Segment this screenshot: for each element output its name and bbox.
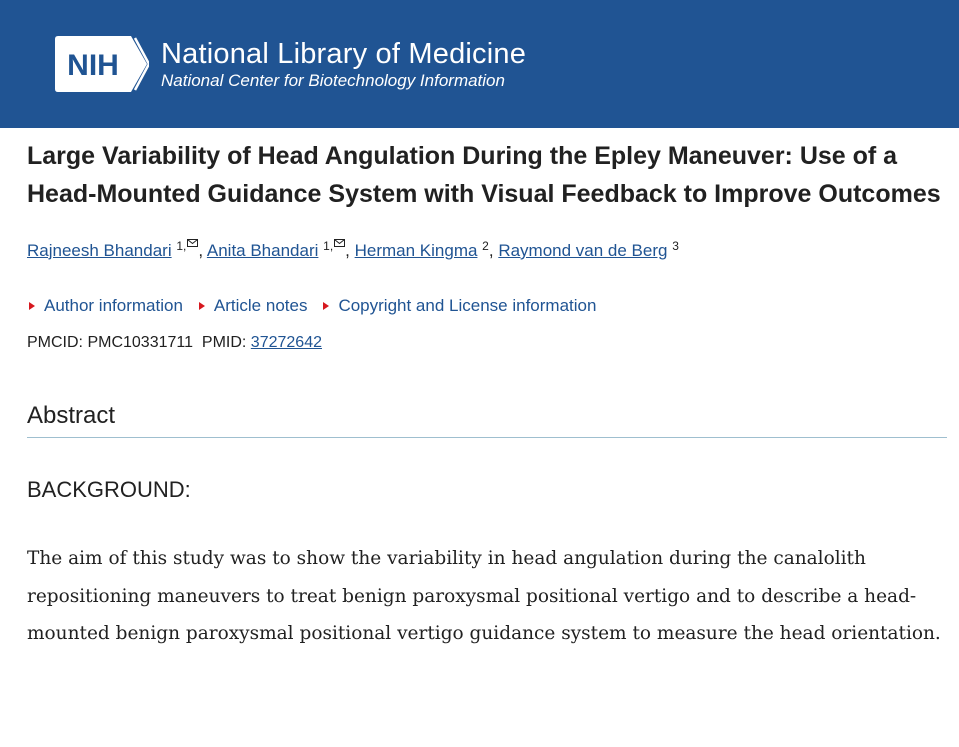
author-affiliation: 1,: [176, 239, 187, 253]
site-subtitle: National Center for Biotechnology Information: [161, 71, 505, 90]
triangle-right-icon: [199, 302, 205, 310]
author-affiliation: 1,: [323, 239, 334, 253]
author-link[interactable]: Anita Bhandari: [206, 241, 319, 260]
author-link[interactable]: Rajneesh Bhandari: [27, 241, 172, 260]
background-paragraph: The aim of this study was to show the variability in head angulation during the canalolith repositioning maneuvers to treat benign paroxysmal positional vertigo and to describe a head-mounted benign paroxysmal positional vertigo guidance system to measure the head orientation.: [27, 548, 941, 644]
nih-badge-icon: [55, 34, 149, 94]
pmid-label: PMID:: [201, 334, 247, 351]
triangle-right-icon: [29, 302, 35, 310]
author-affiliation: 3: [672, 239, 679, 253]
mail-icon[interactable]: [334, 239, 345, 247]
author-affiliation: 2: [482, 239, 489, 253]
nih-badge: [55, 34, 149, 94]
mail-icon[interactable]: [187, 239, 198, 247]
pmid-link[interactable]: 37272642: [250, 334, 322, 351]
abstract-heading: Abstract: [27, 401, 947, 438]
article-ids: [27, 332, 947, 354]
copyright-license-toggle[interactable]: Copyright and License information: [321, 295, 596, 317]
pmcid: PMCID: PMC10331711: [27, 334, 193, 351]
author-link[interactable]: Herman Kingma: [354, 241, 478, 260]
site-title: National Library of Medicine: [161, 38, 527, 70]
article-info-links: [27, 295, 947, 317]
nih-badge-text: NIH: [67, 49, 119, 82]
article-notes-toggle[interactable]: Article notes: [197, 295, 308, 317]
article-title: Large Variability of Head Angulation During the Epley Maneuver: Use of a Head-Mounted Guidance System with Visual Feedback to Improve Outcomes: [27, 142, 941, 208]
nlm-logo[interactable]: [55, 34, 526, 94]
article-content: [27, 138, 947, 653]
triangle-right-icon: [323, 302, 329, 310]
author-link[interactable]: Raymond van de Berg: [498, 241, 668, 260]
background-heading: BACKGROUND:: [27, 477, 191, 502]
author-information-toggle[interactable]: Author information: [27, 295, 183, 317]
author-list: Rajneesh Bhandari $^{1,}$ , Anita Bhandari $^{1,}$ , Herman Kingma $^2$, Raymond van de Berg $^3$: [27, 239, 679, 260]
site-header: [0, 0, 959, 128]
